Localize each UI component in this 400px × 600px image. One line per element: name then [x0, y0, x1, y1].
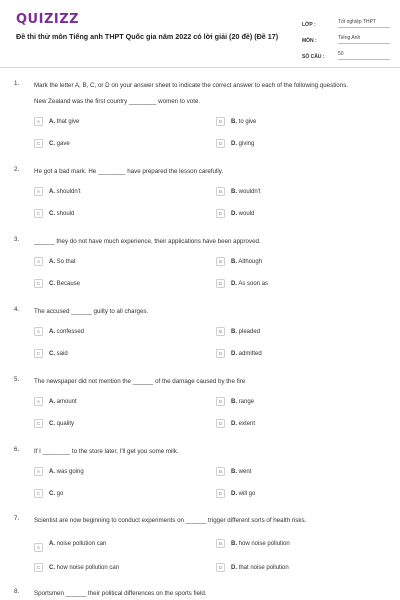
option-letter-box: D: [216, 139, 225, 148]
document-title: Đề thi thử môn Tiếng anh THPT Quốc gia năm 2022 có lời giải (20 đề) (Đề 17): [16, 32, 279, 41]
option-letter-box: C: [34, 419, 43, 428]
option-text: that noise pollution: [238, 564, 289, 571]
option-b[interactable]: [216, 327, 260, 336]
option-d[interactable]: [216, 563, 289, 572]
option-key: C.: [49, 350, 55, 357]
question-line: He got a bad mark. He ________ have prepared the lesson carefully.: [34, 168, 224, 175]
option-text: that give: [56, 118, 80, 125]
option-d[interactable]: [216, 139, 254, 148]
option-key: B.: [231, 328, 237, 335]
option-letter-box: D: [216, 489, 225, 498]
option-b[interactable]: [216, 539, 290, 548]
option-letter-box: A: [34, 117, 43, 126]
option-key: D.: [231, 140, 237, 147]
question-number: 4.: [14, 306, 20, 313]
option-text: was going: [56, 468, 84, 475]
option-key: C.: [49, 140, 55, 147]
option-key: D.: [231, 210, 237, 217]
option-letter-box: D: [216, 563, 225, 572]
option-text: giving: [238, 140, 255, 147]
option-key: A.: [49, 398, 55, 405]
option-text: how noise pollution: [238, 540, 290, 547]
question-line: ______ they do not have much experience, their applications have been approved.: [34, 238, 261, 245]
option-letter-box: B: [216, 187, 225, 196]
option-a[interactable]: [34, 535, 106, 552]
option-text: amount: [56, 398, 77, 405]
option-letter-box: A: [34, 257, 43, 266]
option-letter-box: C: [34, 489, 43, 498]
option-text: to give: [238, 118, 257, 125]
question-text: [34, 306, 390, 317]
option-key: A.: [49, 258, 55, 265]
option-text: go: [56, 490, 64, 497]
option-c[interactable]: [34, 139, 70, 148]
question-line: Sportsmen ______ their political differences on the sports field.: [34, 590, 207, 597]
option-key: D.: [231, 564, 237, 571]
option-key: C.: [49, 280, 55, 287]
question-text: [34, 446, 390, 457]
option-a[interactable]: [34, 187, 81, 196]
option-key: D.: [231, 350, 237, 357]
option-key: B.: [231, 398, 237, 405]
meta-row-subject: [302, 30, 390, 44]
question-text: [34, 588, 390, 599]
option-text: extent: [238, 420, 256, 427]
question-line: The accused ______ guilty to all charges.: [34, 308, 149, 315]
option-letter-box: D: [216, 209, 225, 218]
question-number: 5.: [14, 376, 20, 383]
option-text: said: [56, 350, 68, 357]
meta-value: Tốt nghiệp THPT: [338, 19, 390, 28]
option-text: how noise pollution can: [56, 564, 120, 571]
option-letter-box: A: [34, 543, 43, 552]
option-text: quality: [56, 420, 75, 427]
option-text: range: [238, 398, 255, 405]
option-key: C.: [49, 420, 55, 427]
option-b[interactable]: [216, 187, 261, 196]
question-number: 8.: [14, 588, 20, 595]
option-letter-box: A: [34, 327, 43, 336]
option-letter-box: C: [34, 209, 43, 218]
option-key: B.: [231, 258, 237, 265]
option-c[interactable]: [34, 563, 119, 572]
option-key: C.: [49, 564, 55, 571]
option-d[interactable]: [216, 489, 255, 498]
option-letter-box: C: [34, 563, 43, 572]
option-b[interactable]: [216, 257, 262, 266]
option-letter-box: B: [216, 257, 225, 266]
meta-label: MÔN :: [302, 38, 317, 44]
option-a[interactable]: [34, 327, 84, 336]
option-key: B.: [231, 468, 237, 475]
question-line: The newspaper did not mention the ______ of the damage caused by the fire: [34, 378, 246, 385]
option-key: A.: [49, 328, 55, 335]
meta-row-count: [302, 46, 390, 60]
option-key: A.: [49, 118, 55, 125]
option-d[interactable]: [216, 349, 262, 358]
option-letter-box: D: [216, 349, 225, 358]
option-c[interactable]: [34, 419, 74, 428]
question-line: Scientist are now beginning to conduct experiments on ______ trigger different sorts of health risks.: [34, 517, 307, 524]
option-d[interactable]: [216, 209, 254, 218]
question-text: [34, 80, 390, 107]
option-key: B.: [231, 540, 237, 547]
option-text: pleaded: [238, 328, 261, 335]
option-text: So that: [56, 258, 76, 265]
option-a[interactable]: [34, 397, 77, 406]
quizizz-logo: QUIZIZZ: [16, 12, 80, 27]
option-a[interactable]: [34, 257, 76, 266]
option-c[interactable]: [34, 209, 74, 218]
option-letter-box: B: [216, 117, 225, 126]
option-letter-box: D: [216, 419, 225, 428]
option-text: wouldn't: [238, 188, 261, 195]
option-key: D.: [231, 280, 237, 287]
option-letter-box: A: [34, 187, 43, 196]
option-a[interactable]: [34, 467, 84, 476]
option-key: A.: [49, 188, 55, 195]
option-text: Because: [56, 280, 81, 287]
option-text: admitted: [238, 350, 262, 357]
header-divider: [0, 67, 400, 68]
question-text: [34, 236, 390, 247]
option-text: As soon as: [238, 280, 269, 287]
option-letter-box: B: [216, 539, 225, 548]
meta-row-class: [302, 14, 390, 28]
option-d[interactable]: [216, 279, 268, 288]
meta-label: LỚP :: [302, 22, 316, 28]
option-letter-box: D: [216, 279, 225, 288]
meta-label: SỐ CÂU :: [302, 54, 325, 60]
option-c[interactable]: [34, 489, 63, 498]
option-letter-box: C: [34, 279, 43, 288]
option-letter-box: B: [216, 327, 225, 336]
option-key: C.: [49, 490, 55, 497]
option-letter-box: A: [34, 397, 43, 406]
option-text: would: [238, 210, 255, 217]
option-text: noise pollution can: [56, 540, 107, 547]
option-c[interactable]: [34, 349, 68, 358]
option-b[interactable]: [216, 467, 251, 476]
option-letter-box: C: [34, 139, 43, 148]
question-text: [34, 376, 390, 387]
option-text: should: [56, 210, 75, 217]
question-number: 1.: [14, 80, 20, 87]
option-key: C.: [49, 210, 55, 217]
document-meta: [302, 14, 390, 62]
option-text: confessed: [56, 328, 85, 335]
question-text: [34, 166, 390, 177]
option-b[interactable]: [216, 397, 254, 406]
meta-value: 50: [338, 51, 390, 60]
option-key: A.: [49, 468, 55, 475]
option-letter-box: A: [34, 467, 43, 476]
question-line: Mark the letter A, B, C, or D on your answer sheet to indicate the correct answer to each of the following questions.: [34, 82, 349, 89]
question-number: 7.: [14, 515, 20, 522]
option-c[interactable]: [34, 279, 80, 288]
question-number: 2.: [14, 166, 20, 173]
question-number: 3.: [14, 236, 20, 243]
option-text: shouldn't: [56, 188, 81, 195]
option-key: D.: [231, 420, 237, 427]
option-text: went: [238, 468, 252, 475]
option-key: A.: [49, 540, 55, 547]
option-d[interactable]: [216, 419, 255, 428]
option-key: B.: [231, 118, 237, 125]
option-b[interactable]: [216, 117, 256, 126]
question-line: If I ________ to the store later, I'll get you some milk.: [34, 448, 179, 455]
question-line: New Zealand was the first country ________ women to vote.: [34, 98, 201, 105]
question-text: [34, 515, 390, 526]
option-a[interactable]: [34, 117, 79, 126]
option-text: will go: [238, 490, 256, 497]
option-letter-box: B: [216, 397, 225, 406]
option-key: D.: [231, 490, 237, 497]
option-letter-box: B: [216, 467, 225, 476]
question-number: 6.: [14, 446, 20, 453]
option-letter-box: C: [34, 349, 43, 358]
option-text: gave: [56, 140, 70, 147]
option-text: Although: [238, 258, 263, 265]
option-key: B.: [231, 188, 237, 195]
meta-value: Tiếng Anh: [338, 35, 390, 44]
